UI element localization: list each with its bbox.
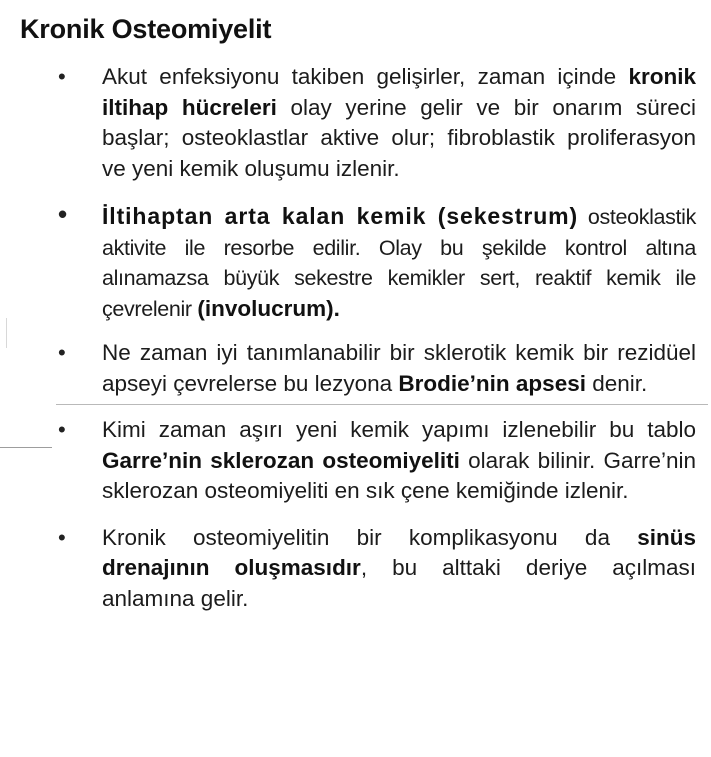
bullet-icon: •	[58, 524, 66, 550]
item-text-normal: Akut enfeksiyonu takiben gelişirler, zaman içinde	[102, 64, 629, 89]
item-text-normal: olay yerine gelir ve bir onarım süreci başlar; osteoklastlar aktive olur; fibroblastik proliferasyon ve yeni kemik oluşumu izlenir.	[102, 94, 696, 181]
bullet-list	[56, 62, 696, 614]
item-text-bold: (involucrum).	[197, 295, 340, 321]
item-text-bold: Brodie’nin apsesi	[398, 370, 586, 396]
item-text-bold: Garre’nin sklerozan osteomiyeliti	[102, 447, 460, 473]
list-item	[56, 338, 696, 399]
list-item	[56, 415, 696, 507]
bullet-icon: •	[58, 64, 66, 89]
item-text-normal: osteoklastik aktivite ile resorbe edilir. Olay bu şekilde kontrol altına alınamazsa büyük sekestre kemikler sert, reaktif kemik ile çevrelenir	[102, 205, 696, 321]
bullet-icon: •	[58, 199, 68, 229]
list-item	[56, 523, 696, 615]
section-divider	[56, 404, 708, 405]
margin-mark	[0, 447, 52, 448]
bullet-icon: •	[58, 417, 66, 442]
item-text-normal: Ne zaman iyi tanımlanabilir bir sklerotik kemik bir rezidüel apseyi çevrelerse bu lezyona	[102, 340, 696, 396]
list-item	[56, 62, 696, 184]
page-title: Kronik Osteomiyelit	[20, 14, 272, 44]
item-text-normal: , bu alttaki deriye açılması anlamına gelir.	[102, 555, 696, 611]
item-text-normal: Kimi zaman aşırı yeni kemik yapımı izlenebilir bu tablo	[102, 417, 696, 442]
item-text-normal: olarak bilinir. Garre’nin sklerozan osteomiyeliti en sık çene kemiğinde izlenir.	[102, 447, 696, 503]
list-item	[56, 201, 696, 324]
item-text-normal: denir.	[585, 370, 648, 396]
item-text-bold: sinüs drenajının oluşmasıdır	[102, 524, 696, 580]
item-text-normal: Kronik osteomiyelitin bir komplikasyonu da	[102, 524, 638, 550]
margin-trace	[6, 318, 7, 348]
item-text-bold: İltihaptan arta kalan kemik (sekestrum)	[102, 203, 579, 229]
item-text-bold: kronik iltihap hücreleri	[102, 64, 696, 120]
bullet-icon: •	[58, 340, 66, 365]
